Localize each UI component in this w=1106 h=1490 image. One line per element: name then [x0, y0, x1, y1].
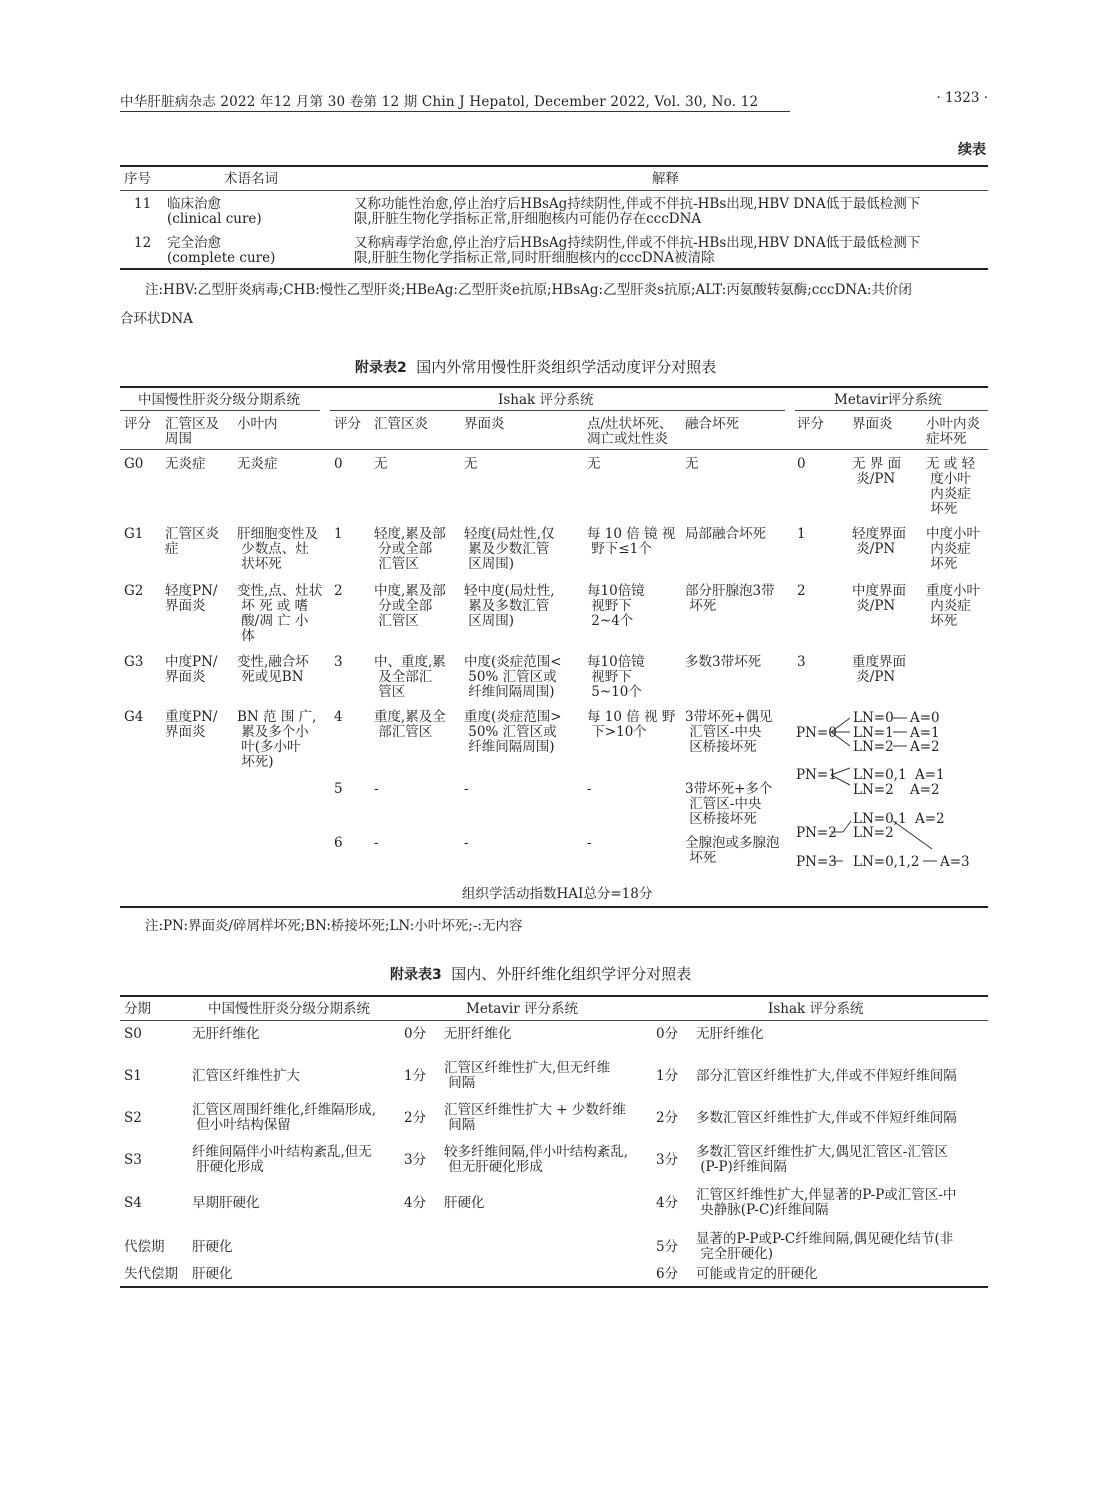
running-header: 中华肝脏病杂志 2022 年12 月第 30 卷第 12 期 Chin J Hepatol, December 2022, Vol. 30, No. 12: [120, 94, 759, 110]
table2-cell: 无: [374, 456, 388, 472]
table3-cell: 肝硬化: [192, 1266, 233, 1282]
table3-col-china: 中国慢性肝炎分级分期系统: [208, 1001, 370, 1017]
table2-col-focal-necrosis: 点/灶状坏死、 凋亡或灶性炎: [587, 416, 673, 447]
page-number: · 1323 ·: [936, 90, 988, 106]
table2-group-china: 中国慢性肝炎分级分期系统: [138, 392, 300, 408]
table1-header-rule: [120, 190, 988, 191]
table3-cell: 代偿期: [124, 1239, 165, 1255]
table3-cell: 汇管区纤维性扩大 + 少数纤维 间隔: [444, 1102, 626, 1133]
table2-cell: 中度界面 炎/PN: [852, 583, 906, 614]
table3-cell: 多数汇管区纤维性扩大,偶见汇管区-汇管区 (P-P)纤维间隔: [696, 1144, 948, 1175]
table3-cell: 汇管区周围纤维化,纤维隔形成, 但小叶结构保留: [192, 1102, 377, 1133]
table2-cell: 部分肝腺泡3带 坏死: [685, 583, 775, 614]
metavir-a2c: A=2: [915, 811, 945, 827]
table2-cell: 局部融合坏死: [685, 526, 766, 542]
header-rule: [120, 111, 790, 112]
table3-cell: 无肝纤维化: [696, 1026, 764, 1042]
table2-cell: BN 范 围 广, 累及多个小 叶(多小叶 坏死): [237, 709, 317, 770]
table2-cell: 轻度PN/ 界面炎: [165, 583, 218, 614]
table2-cell: 无: [587, 456, 601, 472]
table2-cell: 3: [334, 654, 343, 670]
table3-cell: 部分汇管区纤维性扩大,伴或不伴短纤维间隔: [696, 1068, 957, 1084]
table1-top-rule: [120, 165, 988, 167]
table2-cell: -: [587, 781, 592, 797]
table3-cell: S0: [124, 1026, 142, 1042]
table1-row-no: 12: [134, 235, 152, 251]
table3-cell: 1分: [404, 1068, 427, 1084]
table1-row-explain: 又称功能性治愈,停止治疗后HBsAg持续阴性,伴或不伴抗-HBs出现,HBV DNA低于最低检测下 限,肝脏生物化学指标正常,肝细胞核内可能仍存在cccDNA: [354, 196, 921, 227]
metavir-ln012: LN=0,1,2: [853, 854, 920, 870]
metavir-pn3: PN=3: [796, 854, 837, 870]
table2-cell: 2: [334, 583, 343, 599]
table3-cell: 早期肝硬化: [192, 1195, 260, 1211]
table2-cell: G2: [124, 583, 144, 599]
metavir-ln01c: LN=0,1: [853, 811, 907, 827]
table2-caption-label: 附录表2: [355, 360, 407, 376]
table2-cell: 0: [334, 456, 343, 472]
continued-label: 续表: [958, 142, 986, 158]
table3-cell: 多数汇管区纤维性扩大,伴或不伴短纤维间隔: [696, 1110, 957, 1126]
table2-cell: 多数3带坏死: [685, 654, 762, 670]
table2-hai-total: 组织学活动指数HAI总分=18分: [462, 886, 653, 902]
table2-cell: -: [374, 781, 379, 797]
table3-cell: 汇管区纤维性扩大: [192, 1068, 300, 1084]
table2-cell: 1: [797, 526, 806, 542]
table3-cell: 0分: [404, 1026, 427, 1042]
table2-cell: 变性,融合坏 死或见BN: [237, 654, 309, 685]
table2-col-metavir-lobular: 小叶内炎 症坏死: [926, 416, 980, 447]
table2-cell: -: [464, 781, 469, 797]
table3-header-rule: [120, 1020, 988, 1021]
table2-cell: 无 或 轻 度小叶 内炎症 坏死: [926, 456, 976, 517]
table2-cell: 0: [797, 456, 806, 472]
table2-cell: 每 10 倍 镜 视 野下≤1个: [587, 526, 676, 557]
table3-cell: S1: [124, 1068, 142, 1084]
table1-note-cont: 合环状DNA: [120, 311, 193, 327]
table2-cell: 中度(炎症范围< 50% 汇管区或 纤维间隔周围): [464, 654, 562, 700]
table2-col-metavir-interface: 界面炎: [852, 416, 893, 432]
table2-cell: 每10倍镜 视野下 5~10个: [587, 654, 645, 700]
table2-cell: 重度,累及全 部汇管区: [374, 709, 446, 740]
table3-cell: 4分: [404, 1195, 427, 1211]
table3-cell: 汇管区纤维性扩大,伴显著的P-P或汇管区-中 央静脉(P-C)纤维间隔: [696, 1187, 957, 1218]
table3-cell: 5分: [656, 1239, 679, 1255]
table3-bottom-rule: [120, 1286, 988, 1288]
table2-cell: -: [374, 835, 379, 851]
table2-cell: 重度界面 炎/PN: [852, 654, 906, 685]
table3-cell: 1分: [656, 1068, 679, 1084]
table2-col-lobular: 小叶内: [237, 416, 278, 432]
table2-col-ishak-score: 评分: [334, 416, 361, 432]
metavir-ln2: LN=2: [853, 739, 894, 755]
table3-cell: 显著的P-P或P-C纤维间隔,偶见硬化结节(非 完全肝硬化): [696, 1231, 954, 1262]
table2-caption: [355, 356, 716, 377]
table2-cell: 每 10 倍 视 野 下>10个: [587, 709, 676, 740]
table1-bottom-rule: [120, 268, 988, 270]
table2-cell: 轻度,累及部 分或全部 汇管区: [374, 526, 446, 572]
metavir-a2: A=2: [910, 739, 940, 755]
table2-col-confluent: 融合坏死: [685, 416, 739, 432]
metavir-a3: A=3: [940, 854, 970, 870]
table1-col-no: 序号: [124, 171, 151, 187]
table2-cell: -: [464, 835, 469, 851]
table1-note: 注:HBV:乙型肝炎病毒;CHB:慢性乙型肝炎;HBeAg:乙型肝炎e抗原;HBsAg:乙型肝炎s抗原;ALT:丙氨酸转氨酶;cccDNA:共价闭: [145, 282, 912, 298]
metavir-ln1: LN=1: [853, 725, 894, 741]
table2-group-ishak: Ishak 评分系统: [498, 392, 594, 408]
table2-cell: 5: [334, 781, 343, 797]
table2-cell: 轻中度(局灶性, 累及多数汇管 区周围): [464, 583, 555, 629]
table2-cell: 无炎症: [237, 456, 278, 472]
table2-cell: G1: [124, 526, 144, 542]
table3-cell: 6分: [656, 1266, 679, 1282]
table2-cell: 6: [334, 835, 343, 851]
table2-cell: 4: [334, 709, 343, 725]
table1-row-no: 11: [134, 196, 152, 212]
table2-cell: 无 界 面 炎/PN: [852, 456, 902, 487]
table3-cell: 纤维间隔伴小叶结构紊乱,但无 肝硬化形成: [192, 1144, 372, 1175]
metavir-ln2c: LN=2: [853, 825, 894, 841]
table2-header-rule: [120, 449, 988, 450]
table3-cell: 无肝纤维化: [444, 1026, 512, 1042]
table2-cell: 每10倍镜 视野下 2~4个: [587, 583, 645, 629]
table3-cell: 2分: [404, 1110, 427, 1126]
metavir-a1b: A=1: [915, 767, 945, 783]
table3-cell: 无肝纤维化: [192, 1026, 260, 1042]
table2-bottom-rule: [120, 906, 988, 908]
table3-cell: 4分: [656, 1195, 679, 1211]
table2-cell: -: [587, 835, 592, 851]
table2-group-rule-china: [120, 410, 320, 411]
metavir-pn0: PN=0: [796, 725, 837, 741]
table2-cell: G0: [124, 456, 144, 472]
table1-col-explain: 解释: [652, 171, 679, 187]
table1-row-term: 完全治愈 (complete cure): [167, 235, 276, 266]
table3-top-rule: [120, 995, 988, 997]
table2-col-interface: 界面炎: [464, 416, 505, 432]
table1-col-term: 术语名词: [224, 171, 278, 187]
metavir-pn2: PN=2: [796, 825, 837, 841]
table3-cell: 可能或肯定的肝硬化: [696, 1266, 818, 1282]
table2-caption-text: 国内外常用慢性肝炎组织学活动度评分对照表: [416, 358, 717, 376]
metavir-a2b: A=2: [910, 782, 940, 798]
table3-cell: 失代偿期: [124, 1266, 178, 1282]
table3-cell: 肝硬化: [444, 1195, 485, 1211]
table3-cell: 3分: [404, 1152, 427, 1168]
table2-cell: 重度(炎症范围> 50% 汇管区或 纤维间隔周围): [464, 709, 562, 755]
table3-cell: 0分: [656, 1026, 679, 1042]
table3-col-metavir: Metavir 评分系统: [466, 1001, 578, 1017]
table2-cell: 无: [464, 456, 478, 472]
metavir-a0: A=0: [910, 710, 940, 726]
table2-col-portal: 汇管区及 周围: [165, 416, 219, 447]
table3-cell: 3分: [656, 1152, 679, 1168]
table2-cell: 中度小叶 内炎症 坏死: [926, 526, 980, 572]
table1-row-term: 临床治愈 (clinical cure): [167, 196, 262, 227]
table2-cell: 1: [334, 526, 343, 542]
table2-cell: 肝细胞变性及 少数点、灶 状坏死: [237, 526, 318, 572]
metavir-ln0: LN=0: [853, 710, 894, 726]
table2-note: 注:PN:界面炎/碎屑样坏死;BN:桥接坏死;LN:小叶坏死;-:无内容: [145, 918, 523, 934]
table2-cell: 中、重度,累 及全部汇 管区: [374, 654, 446, 700]
table2-cell: 无炎症: [165, 456, 206, 472]
table2-cell: 轻度界面 炎/PN: [852, 526, 906, 557]
table3-cell: 较多纤维间隔,伴小叶结构紊乱, 但无肝硬化形成: [444, 1144, 629, 1175]
table2-cell: 重度PN/ 界面炎: [165, 709, 218, 740]
table1-row-explain: 又称病毒学治愈,停止治疗后HBsAg持续阴性,伴或不伴抗-HBs出现,HBV DNA低于最低检测下 限,肝脏生物化学指标正常,同时肝细胞核内的cccDNA被清除: [354, 235, 921, 266]
table2-cell: G4: [124, 709, 144, 725]
table3-cell: S2: [124, 1110, 142, 1126]
table2-cell: 汇管区炎 症: [165, 526, 219, 557]
table2-cell: 无: [685, 456, 699, 472]
table2-group-metavir: Metavir评分系统: [834, 392, 942, 408]
metavir-ln2b: LN=2: [853, 782, 894, 798]
table3-col-ishak: Ishak 评分系统: [768, 1001, 864, 1017]
metavir-ln01: LN=0,1: [853, 767, 907, 783]
table2-cell: 变性,点、灶状 坏 死 或 嗜 酸/凋 亡 小 体: [237, 583, 323, 644]
table2-cell: 中度PN/ 界面炎: [165, 654, 218, 685]
metavir-a1: A=1: [910, 725, 940, 741]
table2-cell: 3带坏死+多个 汇管区-中央 区桥接坏死: [685, 781, 773, 827]
table3-cell: S3: [124, 1152, 142, 1168]
table2-col-metavir-score: 评分: [797, 416, 824, 432]
table2-cell: G3: [124, 654, 144, 670]
table2-cell: 重度小叶 内炎症 坏死: [926, 583, 980, 629]
table3-caption: [390, 963, 691, 984]
table3-cell: 肝硬化: [192, 1239, 233, 1255]
table3-caption-label: 附录表3: [390, 967, 442, 983]
table2-cell: 3: [797, 654, 806, 670]
table2-top-rule: [120, 386, 988, 388]
metavir-pn1: PN=1: [796, 767, 837, 783]
table2-col-portal-inflam: 汇管区炎: [374, 416, 428, 432]
table2-cell: 2: [797, 583, 806, 599]
table2-cell: 中度,累及部 分或全部 汇管区: [374, 583, 446, 629]
table3-cell: 2分: [656, 1110, 679, 1126]
table2-group-rule-ishak: [330, 410, 785, 411]
table2-group-rule-metavir: [795, 410, 988, 411]
table3-col-stage: 分期: [124, 1001, 151, 1017]
table2-cell: 轻度(局灶性,仅 累及少数汇管 区周围): [464, 526, 555, 572]
table3-cell: S4: [124, 1195, 142, 1211]
table2-cell: 全腺泡或多腺泡 坏死: [685, 835, 780, 866]
table2-cell: 3带坏死+偶见 汇管区-中央 区桥接坏死: [685, 709, 773, 755]
table2-col-score: 评分: [124, 416, 151, 432]
table3-caption-text: 国内、外肝纤维化组织学评分对照表: [451, 965, 692, 983]
table3-cell: 汇管区纤维性扩大,但无纤维 间隔: [444, 1060, 611, 1091]
